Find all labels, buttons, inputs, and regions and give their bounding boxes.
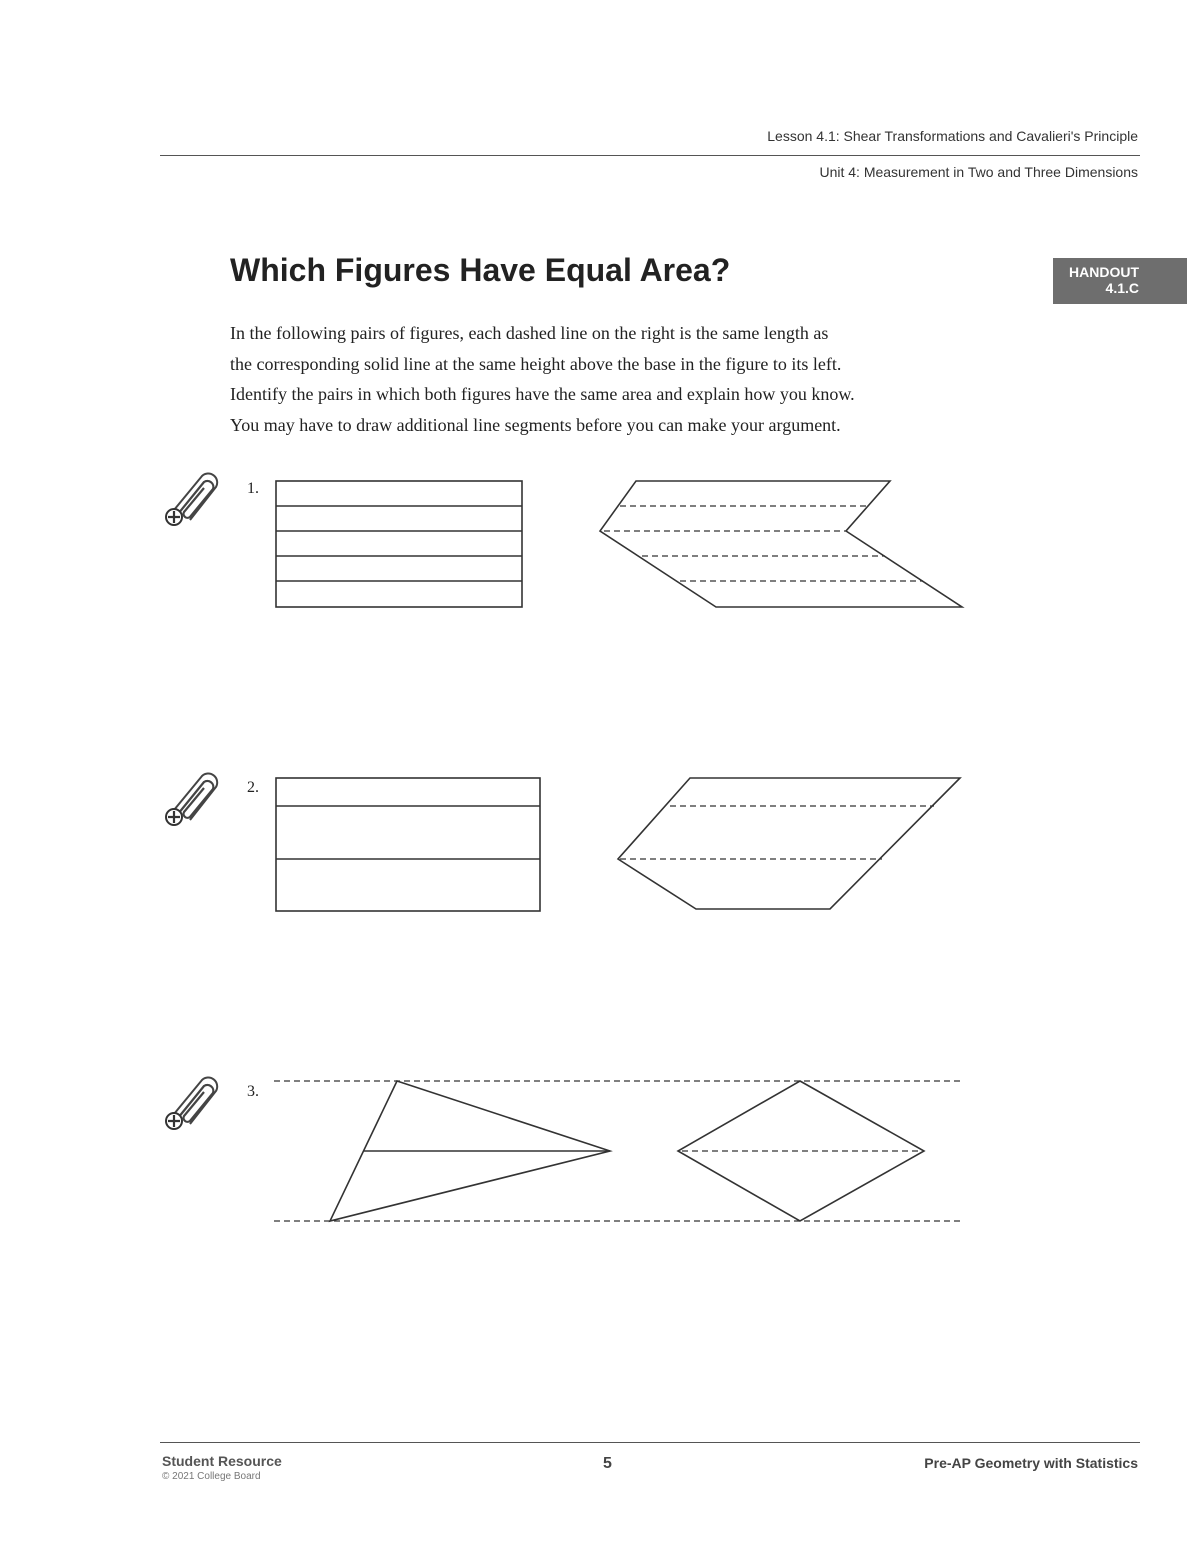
problem-3-rhombus — [678, 1081, 924, 1221]
unit-title: Unit 4: Measurement in Two and Three Dimensions — [819, 164, 1138, 180]
instructions-line: In the following pairs of figures, each dashed line on the right is the same length as — [230, 323, 829, 343]
footer-course-title: Pre-AP Geometry with Statistics — [924, 1455, 1138, 1471]
problem-2-rectangle — [276, 778, 540, 911]
instructions-line: the corresponding solid line at the same height above the base in the figure to its left. — [230, 353, 842, 374]
footer-copyright: © 2021 College Board — [162, 1471, 261, 1482]
problem-1-sheared-figure — [600, 481, 962, 607]
problem-1-rectangle — [276, 481, 522, 607]
handout-number: 4.1.C — [1105, 280, 1139, 296]
handout-label: HANDOUT — [1069, 264, 1139, 280]
lesson-title: Lesson 4.1: Shear Transformations and Cavalieri's Principle — [767, 128, 1138, 144]
footer-rule — [160, 1442, 1140, 1443]
problem-3-number: 3. — [247, 1083, 259, 1100]
footer-resource-label: Student Resource — [162, 1453, 282, 1469]
page-number: 5 — [603, 1455, 612, 1472]
problem-1-number: 1. — [247, 480, 259, 497]
problem-2-number: 2. — [247, 779, 259, 796]
instructions-line: You may have to draw additional line segments before you can make your argument. — [230, 414, 841, 435]
instructions-line: Identify the pairs in which both figures have the same area and explain how you know. — [230, 384, 855, 404]
problem-2-sheared-figure — [618, 778, 960, 909]
problem-3-triangle — [330, 1081, 610, 1221]
page-title: Which Figures Have Equal Area? — [230, 252, 731, 288]
